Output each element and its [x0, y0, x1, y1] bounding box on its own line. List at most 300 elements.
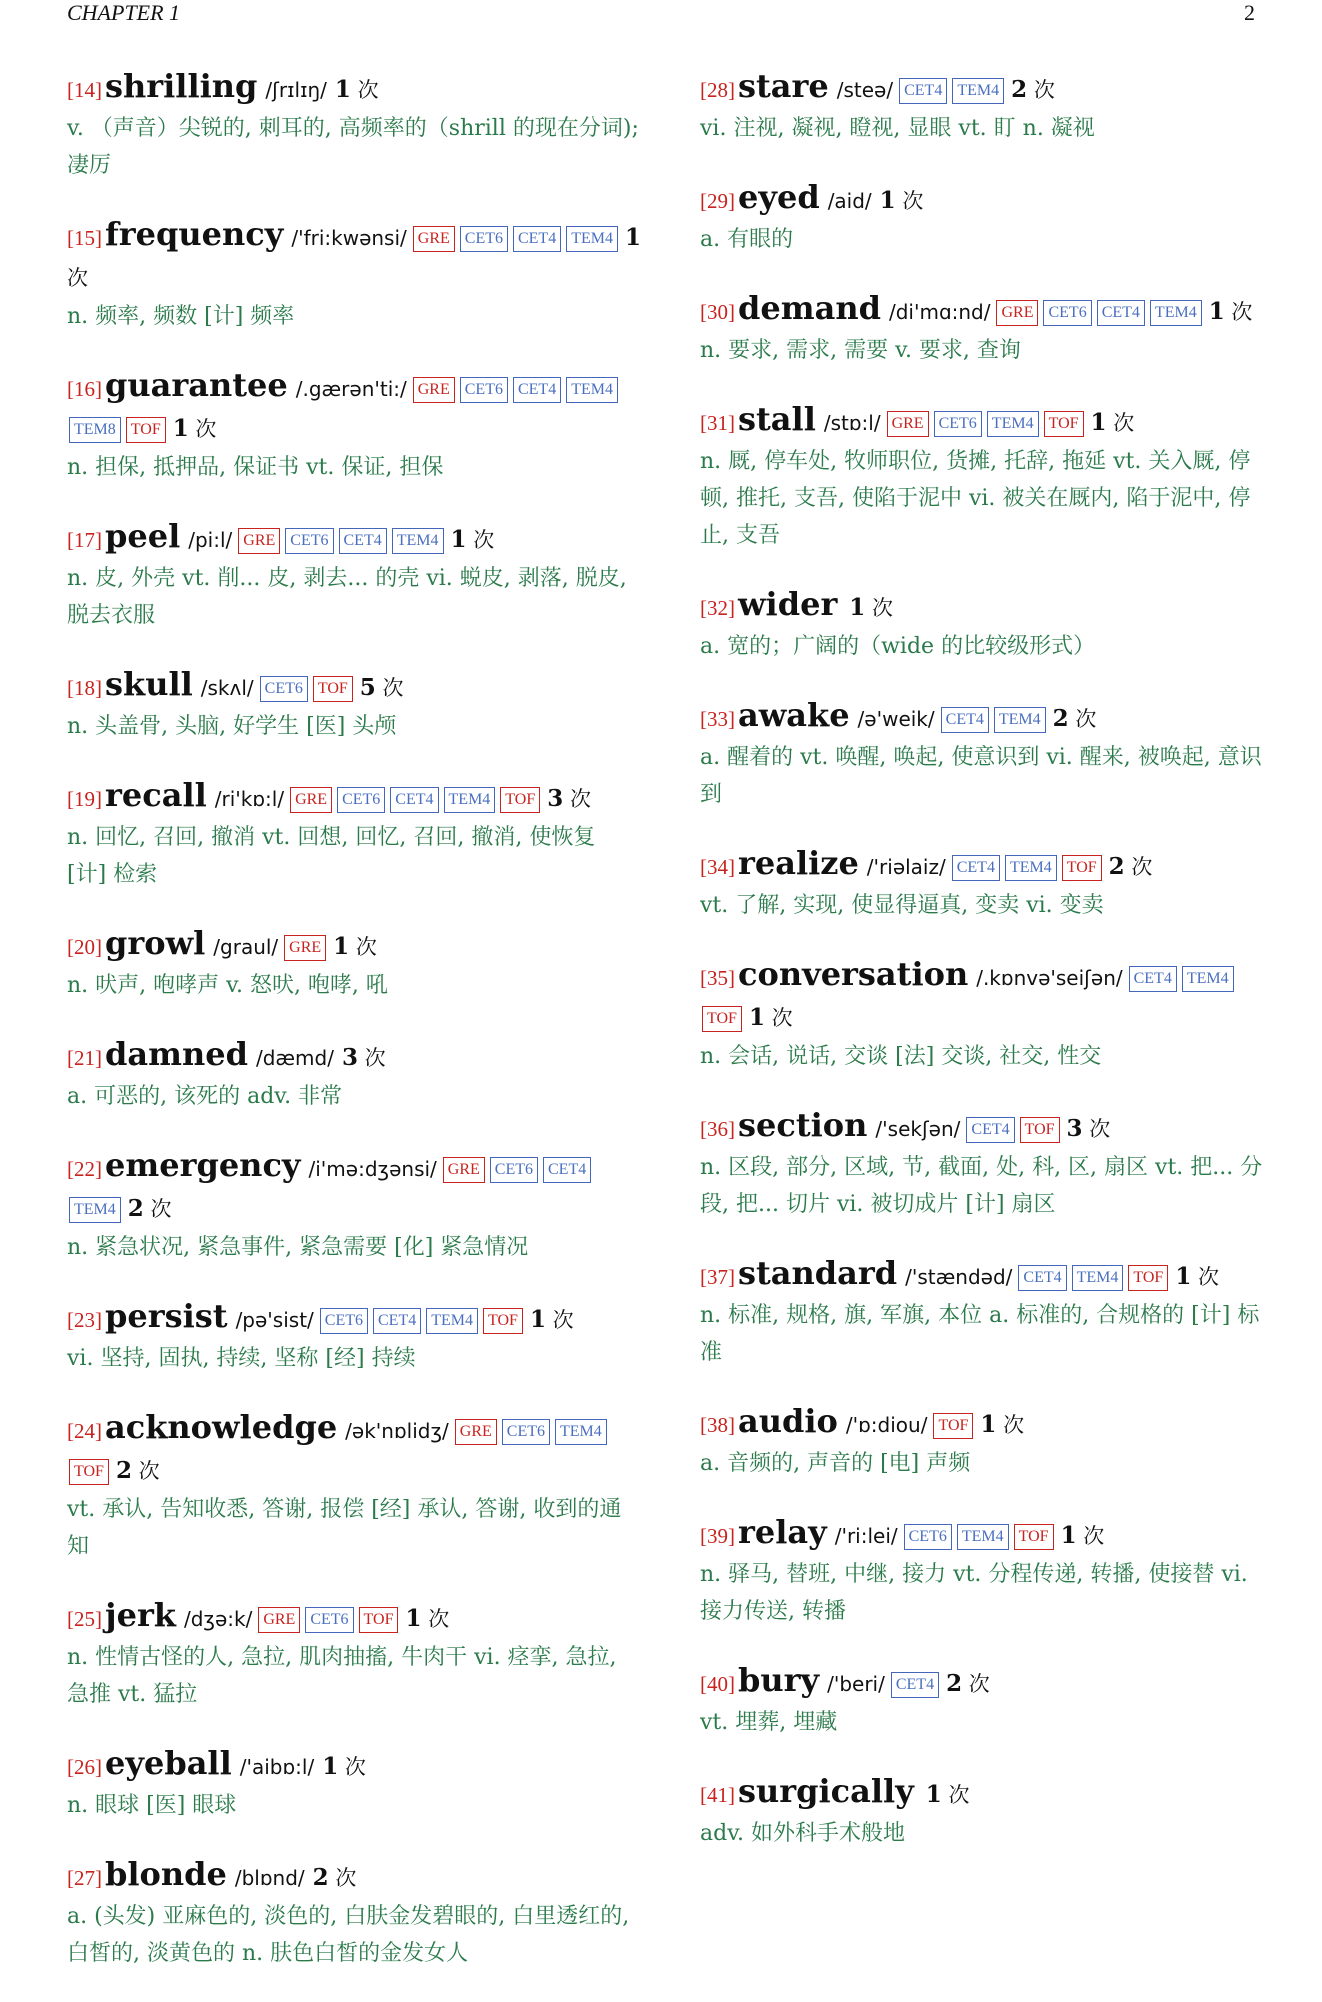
count-value: 1	[405, 1605, 422, 1632]
exam-tag-gre: GRE	[258, 1607, 300, 1633]
entry-number: [23]	[67, 1308, 102, 1332]
count-value: 2	[115, 1457, 132, 1484]
count-value: 1	[1175, 1263, 1192, 1290]
entry-headline	[67, 516, 641, 560]
headword: audio	[738, 1402, 838, 1440]
count-value: 2	[1011, 76, 1028, 103]
right-column	[700, 66, 1275, 1882]
definition: vi. 注视, 凝视, 瞪视, 显眼 vt. 盯 n. 凝视	[700, 116, 1095, 141]
headword: conversation	[738, 955, 969, 993]
entry-headline	[67, 923, 641, 967]
exam-tag-gre: GRE	[455, 1419, 497, 1445]
exam-tag-cet4: CET4	[543, 1157, 591, 1183]
entry-number: [24]	[67, 1419, 102, 1443]
exam-tag-tem4: TEM4	[69, 1197, 121, 1223]
exam-tag-tof: TOF	[359, 1607, 399, 1633]
occurrence-count	[405, 1607, 449, 1631]
entry-headline	[67, 1145, 641, 1229]
count-value: 1	[879, 187, 896, 214]
headword: damned	[105, 1035, 248, 1073]
exam-tag-cet6: CET6	[337, 787, 385, 813]
entry-headline	[700, 177, 1275, 221]
exam-tag-tof: TOF	[1044, 411, 1084, 437]
vocab-entry	[700, 695, 1275, 813]
exam-tag-tof: TOF	[1062, 855, 1102, 881]
count-unit: 次	[1075, 707, 1097, 731]
entry-headline	[700, 1512, 1275, 1556]
entry-headline	[700, 288, 1275, 332]
entry-number: [22]	[67, 1157, 102, 1181]
count-unit: 次	[335, 1866, 357, 1890]
pronunciation: /'fri:kwənsi/	[291, 226, 407, 250]
occurrence-count	[1175, 1265, 1219, 1289]
entry-headline	[67, 66, 641, 110]
entry-number: [36]	[700, 1117, 735, 1141]
occurrence-count	[1091, 411, 1135, 435]
exam-tag-tof: TOF	[933, 1413, 973, 1439]
count-unit: 次	[569, 787, 591, 811]
pronunciation: /.gærən'ti:/	[295, 377, 407, 401]
entry-headline	[67, 1034, 641, 1078]
count-unit: 次	[67, 266, 88, 290]
count-unit: 次	[344, 1755, 366, 1779]
entry-headline	[700, 399, 1275, 443]
count-unit: 次	[902, 189, 924, 213]
headword: jerk	[105, 1596, 176, 1634]
occurrence-count	[926, 1783, 970, 1807]
count-value: 1	[333, 933, 350, 960]
definition: vi. 坚持, 固执, 持续, 坚称 [经] 持续	[67, 1346, 416, 1371]
count-value: 1	[980, 1411, 997, 1438]
count-value: 2	[312, 1864, 329, 1891]
occurrence-count	[173, 417, 217, 441]
headword: peel	[105, 517, 181, 555]
pronunciation: /skʌl/	[200, 676, 254, 700]
entry-number: [28]	[700, 78, 735, 102]
headword: surgically	[738, 1772, 914, 1810]
exam-tag-tof: TOF	[1128, 1265, 1168, 1291]
entry-number: [35]	[700, 966, 735, 990]
pronunciation: /stɒ:l/	[823, 411, 881, 435]
entry-number: [27]	[67, 1866, 102, 1890]
exam-tag-tem8: TEM8	[69, 417, 121, 443]
count-unit: 次	[1003, 1413, 1025, 1437]
entry-headline	[67, 214, 641, 298]
entry-headline	[700, 1105, 1275, 1149]
pronunciation: /i'mə:dʒənsi/	[308, 1157, 437, 1181]
vocab-entry	[67, 1034, 641, 1115]
count-unit: 次	[872, 596, 893, 620]
definition: n. 眼球 [医] 眼球	[67, 1793, 237, 1818]
entry-number: [25]	[67, 1607, 102, 1631]
pronunciation: /di'mɑ:nd/	[888, 300, 991, 324]
count-value: 1	[1090, 409, 1107, 436]
vocab-entry	[67, 664, 641, 745]
count-value: 1	[1208, 298, 1225, 325]
entry-headline	[67, 1743, 641, 1787]
vocab-entry	[67, 214, 641, 335]
count-unit: 次	[357, 78, 379, 102]
headword: demand	[738, 289, 881, 327]
exam-tag-tem4: TEM4	[1005, 855, 1057, 881]
exam-tag-tem4: TEM4	[426, 1308, 478, 1334]
headword: standard	[738, 1254, 898, 1292]
exam-tag-cet4: CET4	[952, 855, 1000, 881]
exam-tag-gre: GRE	[443, 1157, 485, 1183]
exam-tag-cet6: CET6	[460, 377, 508, 403]
vocab-entry	[700, 1253, 1275, 1371]
headword: stall	[738, 400, 816, 438]
entry-number: [38]	[700, 1413, 735, 1437]
vocab-entry	[700, 1660, 1275, 1741]
count-unit: 次	[1231, 300, 1253, 324]
count-value: 3	[1066, 1115, 1083, 1142]
entry-headline	[67, 664, 641, 708]
occurrence-count	[849, 596, 893, 620]
chapter-title: CHAPTER 1	[67, 0, 181, 25]
headword: wider	[738, 585, 838, 623]
occurrence-count	[360, 676, 404, 700]
occurrence-count	[880, 189, 924, 213]
headword: emergency	[105, 1146, 301, 1184]
exam-tag-cet4: CET4	[513, 226, 561, 252]
pronunciation: /.kɒnvə'seiʃən/	[976, 966, 1123, 990]
headword: shrilling	[105, 67, 258, 105]
exam-tag-tof: TOF	[69, 1459, 109, 1485]
headword: guarantee	[105, 366, 288, 404]
definition: a. 醒着的 vt. 唤醒, 唤起, 使意识到 vi. 醒来, 被唤起, 意识到	[700, 745, 1262, 807]
count-value: 1	[748, 1004, 765, 1031]
pronunciation: /aid/	[827, 189, 872, 213]
entry-headline	[67, 1854, 641, 1898]
count-unit: 次	[771, 1006, 793, 1030]
occurrence-count	[547, 787, 591, 811]
entry-headline	[67, 365, 641, 449]
headword: skull	[105, 665, 193, 703]
occurrence-count	[333, 935, 377, 959]
definition: n. 厩, 停车处, 牧师职位, 货摊, 托辞, 拖延 vt. 关入厩, 停顿, 推托, 支吾, 使陷于泥中 vi. 被关在厩内, 陷于泥中, 停止, 支吾	[700, 449, 1251, 548]
exam-tag-cet6: CET6	[260, 676, 308, 702]
count-value: 1	[624, 224, 641, 251]
entry-number: [18]	[67, 676, 102, 700]
pronunciation: /ək'nɒlidʒ/	[345, 1419, 449, 1443]
exam-tag-cet4: CET4	[1018, 1265, 1066, 1291]
entry-number: [33]	[700, 707, 735, 731]
definition: a. 有眼的	[700, 227, 794, 252]
count-unit: 次	[1083, 1524, 1105, 1548]
exam-tag-gre: GRE	[413, 226, 455, 252]
count-value: 2	[1052, 705, 1069, 732]
vocab-entry	[700, 584, 1275, 665]
headword: awake	[738, 696, 850, 734]
definition: vt. 埋葬, 埋藏	[700, 1710, 838, 1735]
entry-headline	[700, 1253, 1275, 1297]
exam-tag-cet4: CET4	[891, 1672, 939, 1698]
occurrence-count	[530, 1308, 574, 1332]
entry-headline	[700, 954, 1275, 1038]
entry-number: [20]	[67, 935, 102, 959]
entry-number: [37]	[700, 1265, 735, 1289]
headword: eyeball	[105, 1744, 232, 1782]
pronunciation: /steə/	[836, 78, 894, 102]
definition: n. 频率, 频数 [计] 频率	[67, 304, 295, 329]
count-unit: 次	[150, 1197, 172, 1221]
entry-headline	[67, 1296, 641, 1340]
entry-number: [32]	[700, 596, 735, 620]
pronunciation: /'sekʃən/	[875, 1117, 961, 1141]
vocab-entry	[700, 843, 1275, 924]
pronunciation: /ri'kɒ:l/	[214, 787, 285, 811]
count-unit: 次	[1198, 1265, 1220, 1289]
definition: n. 皮, 外壳 vt. 削... 皮, 剥去... 的壳 vi. 蜕皮, 剥落, 脱皮, 脱去衣服	[67, 566, 627, 628]
exam-tag-cet4: CET4	[899, 78, 947, 104]
count-value: 2	[946, 1670, 963, 1697]
definition: a. 可恶的, 该死的 adv. 非常	[67, 1084, 343, 1109]
definition: n. 标准, 规格, 旗, 军旗, 本位 a. 标准的, 合规格的 [计] 标准	[700, 1303, 1260, 1365]
definition: n. 性情古怪的人, 急拉, 肌肉抽搐, 牛肉干 vi. 痉挛, 急拉, 急推 vt. 猛拉	[67, 1645, 617, 1707]
exam-tag-gre: GRE	[284, 935, 326, 961]
headword: blonde	[105, 1855, 227, 1893]
entry-number: [34]	[700, 855, 735, 879]
entry-headline	[700, 843, 1275, 887]
headword: acknowledge	[105, 1408, 338, 1446]
pronunciation: /pə'sist/	[235, 1308, 314, 1332]
vocab-entry	[67, 1595, 641, 1713]
exam-tag-tem4: TEM4	[392, 528, 444, 554]
pronunciation: /'ri:lei/	[834, 1524, 898, 1548]
vocab-entry	[67, 1296, 641, 1377]
vocab-entry	[67, 1743, 641, 1824]
definition: a. (头发) 亚麻色的, 淡色的, 白肤金发碧眼的, 白里透红的, 白皙的, 淡黄色的 n. 肤色白皙的金发女人	[67, 1904, 630, 1966]
exam-tag-cet6: CET6	[490, 1157, 538, 1183]
entry-headline	[67, 1595, 641, 1639]
entry-number: [31]	[700, 411, 735, 435]
exam-tag-tem4: TEM4	[987, 411, 1039, 437]
pronunciation: /ʃrɪlɪŋ/	[265, 78, 327, 102]
count-unit: 次	[968, 1672, 990, 1696]
exam-tag-cet6: CET6	[285, 528, 333, 554]
exam-tag-cet4: CET4	[339, 528, 387, 554]
entry-headline	[700, 1401, 1275, 1445]
exam-tag-cet6: CET6	[904, 1524, 952, 1550]
exam-tag-tof: TOF	[702, 1006, 742, 1032]
exam-tag-gre: GRE	[238, 528, 280, 554]
exam-tag-cet4: CET4	[1097, 300, 1145, 326]
definition: n. 区段, 部分, 区域, 节, 截面, 处, 科, 区, 扇区 vt. 把... 分段, 把... 切片 vi. 被切成片 [计] 扇区	[700, 1155, 1263, 1217]
pronunciation: /dæmd/	[255, 1046, 334, 1070]
count-unit: 次	[552, 1308, 574, 1332]
entry-headline	[700, 1660, 1275, 1704]
occurrence-count	[451, 528, 495, 552]
exam-tag-tem4: TEM4	[1072, 1265, 1124, 1291]
vocab-entry	[700, 177, 1275, 258]
headword: stare	[738, 67, 829, 105]
occurrence-count	[128, 1197, 172, 1221]
vocab-entry	[700, 954, 1275, 1075]
entry-number: [17]	[67, 528, 102, 552]
entry-number: [14]	[67, 78, 102, 102]
vocab-entry	[67, 1854, 641, 1972]
exam-tag-gre: GRE	[413, 377, 455, 403]
pronunciation: /ə'weik/	[857, 707, 935, 731]
headword: recall	[105, 776, 207, 814]
count-value: 1	[849, 594, 866, 621]
vocab-entry	[700, 399, 1275, 554]
pronunciation: /'aibɒ:l/	[239, 1755, 315, 1779]
occurrence-count	[1061, 1524, 1105, 1548]
exam-tag-cet6: CET6	[320, 1308, 368, 1334]
pronunciation: /'stændəd/	[905, 1265, 1013, 1289]
vocab-entry	[700, 1771, 1275, 1852]
count-value: 2	[1108, 853, 1125, 880]
definition: n. 驿马, 替班, 中继, 接力 vt. 分程传递, 转播, 使接替 vi. 接力传送, 转播	[700, 1562, 1248, 1624]
exam-tag-tof: TOF	[500, 787, 540, 813]
entry-headline	[700, 1771, 1275, 1815]
pronunciation: /'beri/	[827, 1672, 885, 1696]
exam-tag-tem4: TEM4	[566, 226, 618, 252]
occurrence-count	[1011, 78, 1055, 102]
count-value: 1	[1060, 1522, 1077, 1549]
entry-number: [15]	[67, 226, 102, 250]
pronunciation: /graul/	[213, 935, 279, 959]
vocab-entry	[67, 775, 641, 893]
entry-number: [19]	[67, 787, 102, 811]
definition: v. （声音）尖锐的, 刺耳的, 高频率的（shrill 的现在分词); 凄厉	[67, 116, 639, 178]
exam-tag-tem4: TEM4	[1150, 300, 1202, 326]
count-value: 1	[172, 415, 189, 442]
definition: n. 吠声, 咆哮声 v. 怒吠, 咆哮, 吼	[67, 973, 388, 998]
exam-tag-tof: TOF	[126, 417, 166, 443]
exam-tag-tem4: TEM4	[555, 1419, 607, 1445]
count-unit: 次	[1089, 1117, 1111, 1141]
vocab-entry	[700, 1105, 1275, 1223]
definition: n. 紧急状况, 紧急事件, 紧急需要 [化] 紧急情况	[67, 1235, 529, 1260]
definition: n. 头盖骨, 头脑, 好学生 [医] 头颅	[67, 714, 397, 739]
count-value: 3	[341, 1044, 358, 1071]
occurrence-count	[980, 1413, 1024, 1437]
headword: section	[738, 1106, 868, 1144]
occurrence-count	[116, 1459, 160, 1483]
headword: relay	[738, 1513, 827, 1551]
occurrence-count	[335, 78, 379, 102]
headword: frequency	[105, 215, 284, 253]
count-unit: 次	[195, 417, 217, 441]
exam-tag-tof: TOF	[483, 1308, 523, 1334]
count-unit: 次	[428, 1607, 450, 1631]
vocab-entry	[700, 66, 1275, 147]
exam-tag-tem4: TEM4	[1182, 966, 1234, 992]
vocab-entry	[67, 66, 641, 184]
headword: realize	[738, 844, 859, 882]
headword: eyed	[738, 178, 820, 216]
entry-number: [41]	[700, 1783, 735, 1807]
vocab-entry	[67, 1145, 641, 1266]
pronunciation: /'ɒ:diou/	[845, 1413, 928, 1437]
vocab-entry	[67, 365, 641, 486]
exam-tag-cet6: CET6	[1043, 300, 1091, 326]
exam-tag-tof: TOF	[1020, 1117, 1060, 1143]
exam-tag-cet4: CET4	[513, 377, 561, 403]
pronunciation: /pi:l/	[188, 528, 233, 552]
entry-number: [40]	[700, 1672, 735, 1696]
vocab-entry	[700, 1401, 1275, 1482]
count-unit: 次	[382, 676, 404, 700]
occurrence-count	[322, 1755, 366, 1779]
page-number: 2	[1244, 0, 1255, 25]
count-value: 1	[529, 1306, 546, 1333]
vocab-entry	[700, 288, 1275, 369]
exam-tag-gre: GRE	[290, 787, 332, 813]
entry-number: [16]	[67, 377, 102, 401]
definition: n. 会话, 说话, 交谈 [法] 交谈, 社交, 性交	[700, 1044, 1102, 1069]
count-unit: 次	[948, 1783, 970, 1807]
exam-tag-cet6: CET6	[502, 1419, 550, 1445]
exam-tag-cet4: CET4	[966, 1117, 1014, 1143]
exam-tag-cet4: CET4	[390, 787, 438, 813]
definition: vt. 了解, 实现, 使显得逼真, 变卖 vi. 变卖	[700, 893, 1104, 918]
occurrence-count	[1053, 707, 1097, 731]
definition: n. 担保, 抵押品, 保证书 vt. 保证, 担保	[67, 455, 444, 480]
definition: adv. 如外科手术般地	[700, 1821, 906, 1846]
occurrence-count	[1067, 1117, 1111, 1141]
count-unit: 次	[1131, 855, 1153, 879]
occurrence-count	[946, 1672, 990, 1696]
vocab-entry	[67, 1407, 641, 1565]
exam-tag-tof: TOF	[1014, 1524, 1054, 1550]
exam-tag-tem4: TEM4	[994, 707, 1046, 733]
count-value: 1	[925, 1781, 942, 1808]
exam-tag-gre: GRE	[887, 411, 929, 437]
entry-headline	[700, 66, 1275, 110]
entry-number: [26]	[67, 1755, 102, 1779]
entry-number: [39]	[700, 1524, 735, 1548]
headword: persist	[105, 1297, 228, 1335]
count-unit: 次	[364, 1046, 386, 1070]
headword: growl	[105, 924, 206, 962]
vocab-entry	[700, 1512, 1275, 1630]
definition: n. 回忆, 召回, 撤消 vt. 回想, 回忆, 召回, 撤消, 使恢复 [计] 检索	[67, 825, 596, 887]
definition: vt. 承认, 告知收悉, 答谢, 报偿 [经] 承认, 答谢, 收到的通知	[67, 1497, 622, 1559]
pronunciation: /dʒə:k/	[183, 1607, 253, 1631]
entry-headline	[700, 584, 1275, 628]
exam-tag-cet4: CET4	[941, 707, 989, 733]
vocab-entry	[67, 923, 641, 1004]
exam-tag-tem4: TEM4	[444, 787, 496, 813]
count-unit: 次	[355, 935, 377, 959]
occurrence-count	[749, 1006, 793, 1030]
count-unit: 次	[1113, 411, 1135, 435]
count-value: 5	[359, 674, 376, 701]
entry-number: [21]	[67, 1046, 102, 1070]
exam-tag-tem4: TEM4	[952, 78, 1004, 104]
occurrence-count	[1109, 855, 1153, 879]
exam-tag-cet6: CET6	[460, 226, 508, 252]
entry-number: [30]	[700, 300, 735, 324]
exam-tag-cet4: CET4	[373, 1308, 421, 1334]
definition: a. 宽的；广阔的（wide 的比较级形式）	[700, 634, 1096, 659]
exam-tag-tem4: TEM4	[957, 1524, 1009, 1550]
count-value: 1	[450, 526, 467, 553]
count-value: 2	[127, 1195, 144, 1222]
count-unit: 次	[138, 1459, 160, 1483]
count-value: 1	[334, 76, 351, 103]
exam-tag-cet4: CET4	[1129, 966, 1177, 992]
count-unit: 次	[473, 528, 495, 552]
occurrence-count	[342, 1046, 386, 1070]
exam-tag-gre: GRE	[996, 300, 1038, 326]
exam-tag-cet6: CET6	[305, 1607, 353, 1633]
count-unit: 次	[1033, 78, 1055, 102]
